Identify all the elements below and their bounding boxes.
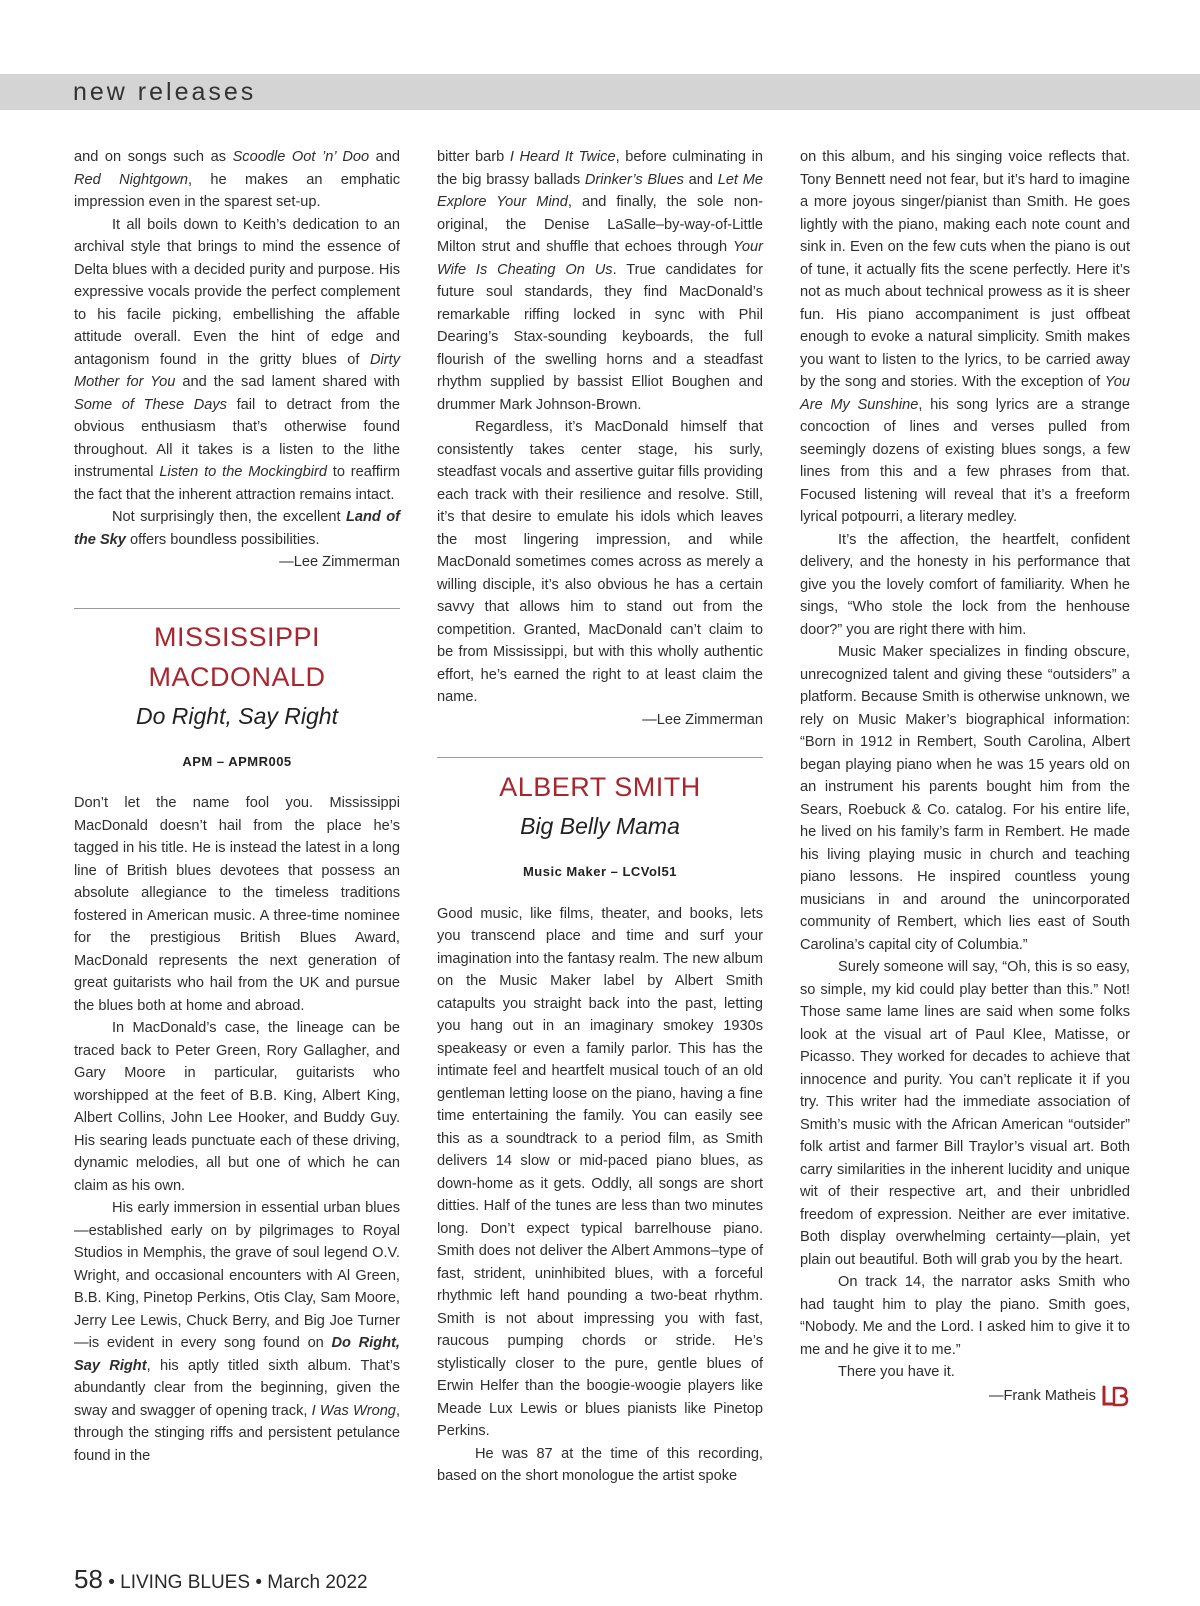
column-1 — [74, 146, 400, 1467]
issue-date: March 2022 — [267, 1572, 368, 1593]
review3-paragraph-3: It’s the affection, the heartfelt, confident delivery, and the honesty in his performance that give you the lovely comfort of familiarity. When he sings, “Who stole the lock from the henhouse door?” you are right there with him. — [800, 531, 1130, 638]
column-3 — [800, 146, 1130, 1408]
review3-paragraph-7: There you have it. — [838, 1364, 955, 1380]
review3-paragraph-2-start: He was 87 at the time of this recording, based on the short monologue the artist spoke — [437, 1445, 763, 1484]
review3-paragraph-4: Music Maker specializes in finding obscure, unrecognized talent and giving these “outsiders” a platform. Because Smith is otherwise unknown, we rely on Music Maker’s biographical information: “Born in 1912 in Rembert, South Carolina, Albert began playing piano when he was 15 years old on an instrument his parents bought him from the Sears, Roebuck & Co. catalog. For his entire life, he lived on his family’s farm in Rembert. He made his living playing music in church and teaching piano lessons. He inspired countless young musicians in and around the unincorporated community of Rembert, which lies east of South Carolina’s capital city of Columbia.” — [800, 644, 1130, 953]
column-2 — [437, 146, 763, 1488]
review2-paragraph-5: Regardless, it’s MacDonald himself that consistently takes center stage, his surly, steadfast vocals and assertive guitar fills providing each track with their resilience and resolve. Still, it’s that desire to emulate his idols which leaves the most lingering impression, and while MacDonald sometimes comes across as merely a willing disciple, it’s also obvious he has a certain savvy that allows him to stand out from the competition. Granted, MacDonald can’t claim to be from Mississippi, but with this wholly authentic effort, he’s earned the right to at least claim the name. — [437, 419, 763, 705]
review2-paragraph-2: In MacDonald’s case, the lineage can be traced back to Peter Green, Rory Gallagher, and Gary Moore in particular, guitarists who worshipped at the feet of B.B. King, Albert King, Albert Collins, John Lee Hooker, and Buddy Guy. His searing leads punctuate each of these driving, dynamic melodies, all but one of which he can claim as his own. — [74, 1020, 400, 1194]
review3-byline: —Frank Matheis — [988, 1387, 1096, 1404]
section-header-bar — [0, 74, 1200, 110]
review2-paragraph-4: bitter barb I Heard It Twice, before culminating in the big brassy ballads Drinker’s Blues and Let Me Explore Your Mind, and finally, the sole non-original, the Denise LaSalle–by-way-of-Little Milton strut and shuffle that echoes through Your Wife Is Cheating On Us. True candidates for future soul standards, they find MacDonald’s remarkable riffing locked in sync with Phil Dearing’s Stax-sounding keyboards, the full flourish of the swelling horns and a steadfast rhythm supplied by bassist Elliot Boughen and drummer Mark Johnson-Brown. — [437, 149, 763, 413]
divider-rule — [74, 608, 400, 609]
review2-label-catalog: APM – APMR005 — [182, 753, 292, 769]
footer-bullet: • — [108, 1572, 115, 1593]
review2-paragraph-1: Don’t let the name fool you. Mississippi MacDonald doesn’t hail from the place he’s tagged in his title. He is instead the latest in a long line of British blues devotees that possess an absolute allegiance to the timeless traditions fostered in American music. A three-time nominee for the prestigious British Blues Award, MacDonald represents the next generation of great guitarists who hail from the UK and pursue the blues both at home and abroad. — [74, 795, 400, 1014]
review2-album-title: Do Right, Say Right — [136, 702, 338, 729]
living-blues-lb-logo-icon — [1100, 1384, 1130, 1408]
review3-album-title: Big Belly Mama — [520, 813, 680, 839]
review3-paragraph-2-cont: on this album, and his singing voice reflects that. Tony Bennett need not fear, but it’s hard to imagine a more joyous singer/pianist than Smith. He goes lightly with the piano, making each note count and sink in. Even on the few cuts when the piano is out of tune, it actually fits the scene perfectly. Here it’s not as much about technical prowess as it is sheer fun. His piano accompaniment is just offbeat enough to evoke a natural simplicity. Smith makes you want to listen to the lyrics, to be carried away by the song and stories. With the exception of You Are My Sunshine, his song lyrics are a strange concoction of lines and verses pulled from seemingly dozens of existing blues songs, a few lines from this and a few phrases from that. Focused listening will reveal that it’s a freeform lyrical potpourri, a literary medley. — [800, 149, 1130, 525]
review3-paragraph-5: Surely someone will say, “Oh, this is so easy, so simple, my kid could play better than this.” Not! Those same lame lines are said when some folks look at the visual art of Paul Klee, Matisse, or Picasso. They worked for decades to achieve that innocence and purity. You can’t replicate it if you try. This writer had the immediate association of Smith’s music with the African American “outsider” folk artist and farmer Bill Traylor’s visual art. Both carry similarities in the inherent lucidity and unique wit of their respective art, and their unbridled freedom of expression. Neither are ever imitative. Both display overwhelming certainty—plain, yet plain out beautiful. Both will grab you by the heart. — [800, 959, 1130, 1268]
review3-paragraph-6: On track 14, the narrator asks Smith who had taught him to play the piano. Smith goes, “Nobody. Me and the Lord. I asked him to give it to me and he give it to me.” — [800, 1274, 1130, 1358]
review3-artist-name: ALBERT SMITH — [499, 772, 701, 802]
section-title: new releases — [73, 78, 257, 106]
magazine-name: LIVING BLUES — [120, 1572, 251, 1593]
review2-artist-name: MISSISSIPPI MACDONALD — [148, 621, 326, 692]
review1-paragraph-1: and on songs such as Scoodle Oot ’n’ Doo and Red Nightgown, he makes an emphatic impression even in the sparest set-up. — [74, 149, 401, 210]
review2-paragraph-3: His early immersion in essential urban blues—established early on by pilgrimages to Royal Studios in Memphis, the grave of soul legend O.V. Wright, and occasional encounters with Al Green, B.B. King, Pinetop Perkins, Otis Clay, Sam Moore, Jerry Lee Lewis, Chuck Berry, and Big Joe Turner—is evident in every song found on Do Right, Say Right, his aptly titled sixth album. That’s abundantly clear from the beginning, given the sway and swagger of opening track, I Was Wrong, through the stinging riffs and persistent petulance found in the — [74, 1200, 400, 1464]
review1-paragraph-3: Not surprisingly then, the excellent Land of the Sky offers boundless possibilities. — [74, 509, 400, 548]
review1-paragraph-2: It all boils down to Keith’s dedication to an archival style that brings to mind the essence of Delta blues with a decided purity and purpose. His expressive vocals provide the perfect complement to his facile picking, embellishing the affable attitude overall. Even the hint of edge and antagonism found in the gritty blues of Dirty Mother for You and the sad lament shared with Some of These Days fail to detract from the obvious enthusiasm that’s otherwise found throughout. All it takes is a listen to the lithe instrumental Listen to the Mockingbird to reaffirm the fact that the inherent attraction remains intact. — [74, 216, 401, 503]
review3-label-catalog: Music Maker – LCVol51 — [522, 864, 678, 879]
page-footer — [74, 1564, 368, 1595]
page-number: 58 — [74, 1564, 103, 1594]
review3-paragraph-1: Good music, like films, theater, and books, lets you transcend place and time and surf your imagination into the fantasy realm. The new album on the Music Maker label by Albert Smith catapults you straight back into the past, letting you hang out in an imaginary smokey 1930s speakeasy or even a family parlor. This has the intimate feel and heartfelt musical touch of an old gentleman letting loose on the piano, having a fine time entertaining the family. You can easily see this as a soundtrack to a period film, as Smith delivers 14 slow or mid-paced piano blues, as down-home as it gets. Oddly, all songs are short ditties. Half of the tunes are less than two minutes long. Don’t expect typical barrelhouse piano. Smith does not deliver the Albert Ammons–type of fast, strident, uninhibited blues, with a forceful rhythmic left hand pounding a two-beat rhythm. Smith is not about impressing you with fast, raucous pumping chords or stride. He’s stylistically closer to the pure, gentle blues of Erwin Helfer than the boogie-woogie players like Meade Lux Lewis or blues pianists like Pinetop Perkins. — [437, 905, 763, 1439]
footer-bullet: • — [255, 1572, 262, 1593]
review3-byline-row — [800, 1384, 1130, 1408]
review2-byline: —Lee Zimmerman — [642, 711, 763, 728]
review1-byline: —Lee Zimmerman — [279, 554, 400, 570]
divider-rule — [437, 757, 763, 758]
